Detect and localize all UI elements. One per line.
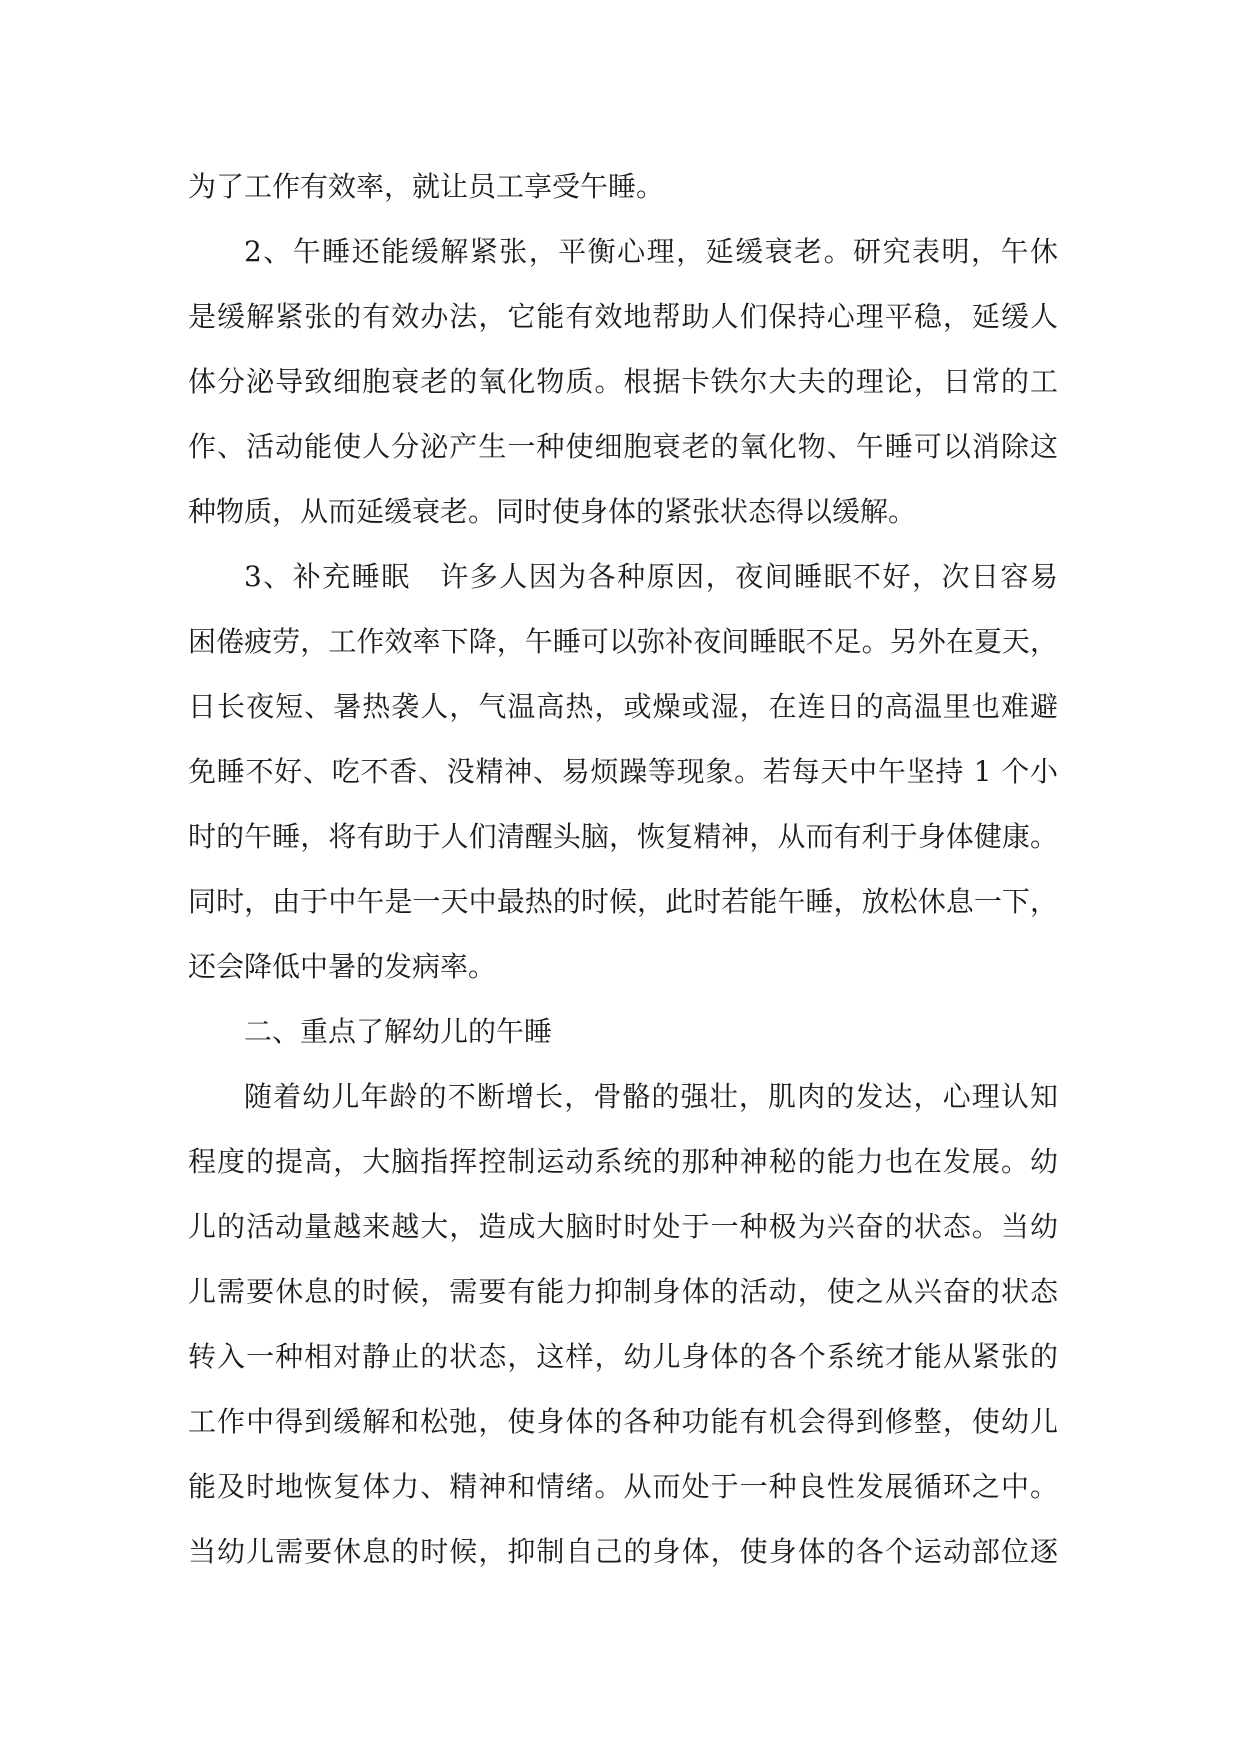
text-line: 工作中得到缓解和松弛，使身体的各种功能有机会得到修整，使幼儿 <box>188 1405 1058 1438</box>
text-line: 是缓解紧张的有效办法，它能有效地帮助人们保持心理平稳，延缓人 <box>188 300 1058 333</box>
section-heading: 二、重点了解幼儿的午睡 <box>244 1015 553 1048</box>
paragraph-first-line: 3、补充睡眠 许多人因为各种原因，夜间睡眠不好，次日容易 <box>244 560 1058 593</box>
text-line: 体分泌导致细胞衰老的氧化物质。根据卡铁尔大夫的理论，日常的工 <box>188 365 1058 398</box>
text-line: 转入一种相对静止的状态，这样，幼儿身体的各个系统才能从紧张的 <box>188 1340 1058 1373</box>
text-line: 困倦疲劳，工作效率下降，午睡可以弥补夜间睡眠不足。另外在夏天， <box>188 625 1058 658</box>
text-line: 儿需要休息的时候，需要有能力抑制身体的活动，使之从兴奋的状态 <box>188 1275 1058 1308</box>
text-line: 时的午睡，将有助于人们清醒头脑，恢复精神，从而有利于身体健康。 <box>188 820 1058 853</box>
text-line: 当幼儿需要休息的时候，抑制自己的身体，使身体的各个运动部位逐 <box>188 1535 1058 1568</box>
text-line: 程度的提高，大脑指挥控制运动系统的那种神秘的能力也在发展。幼 <box>188 1145 1058 1178</box>
paragraph-first-line: 随着幼儿年龄的不断增长，骨骼的强壮，肌肉的发达，心理认知 <box>244 1080 1058 1113</box>
text-line: 同时，由于中午是一天中最热的时候，此时若能午睡，放松休息一下， <box>188 885 1058 918</box>
text-line: 种物质，从而延缓衰老。同时使身体的紧张状态得以缓解。 <box>188 495 917 528</box>
text-line: 能及时地恢复体力、精神和情绪。从而处于一种良性发展循环之中。 <box>188 1470 1058 1503</box>
text-line: 免睡不好、吃不香、没精神、易烦躁等现象。若每天中午坚持 1 个小 <box>188 755 1058 788</box>
text-line: 为了工作有效率，就让员工享受午睡。 <box>188 170 665 203</box>
text-line: 作、活动能使人分泌产生一种使细胞衰老的氧化物、午睡可以消除这 <box>188 430 1058 463</box>
body-text <box>188 154 1058 1584</box>
paragraph-first-line: 2、午睡还能缓解紧张，平衡心理，延缓衰老。研究表明，午休 <box>244 235 1058 268</box>
text-line: 儿的活动量越来越大，造成大脑时时处于一种极为兴奋的状态。当幼 <box>188 1210 1058 1243</box>
text-line: 日长夜短、暑热袭人，气温高热，或燥或湿，在连日的高温里也难避 <box>188 690 1058 723</box>
text-line: 还会降低中暑的发病率。 <box>188 950 497 983</box>
